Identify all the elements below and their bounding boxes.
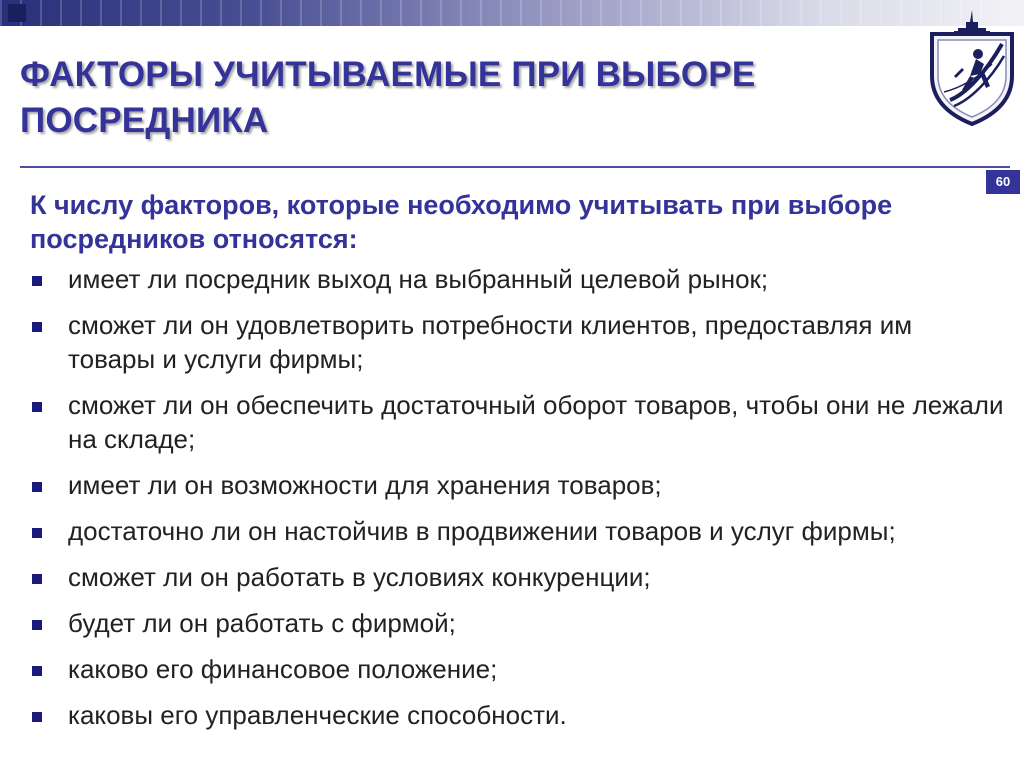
square-bullet-icon (32, 712, 42, 722)
square-bullet-icon (32, 322, 42, 332)
list-item (30, 388, 1005, 456)
square-bullet-icon (32, 402, 42, 412)
page-number-badge: 60 (986, 170, 1020, 194)
square-bullet-icon (32, 528, 42, 538)
title-divider (20, 166, 1010, 168)
square-bullet-icon (32, 482, 42, 492)
list-item-text: сможет ли он работать в условиях конкуренции; (68, 562, 651, 592)
list-item (30, 560, 1005, 594)
slide-title: ФАКТОРЫ УЧИТЫВАЕМЫЕ ПРИ ВЫБОРЕ ПОСРЕДНИКА (20, 55, 756, 140)
intro-text: К числу факторов, которые необходимо учитывать при выборе посредников относятся: (30, 190, 893, 254)
university-shield-logo-icon (926, 4, 1018, 128)
list-item-text: сможет ли он удовлетворить потребности клиентов, предоставляя им товары и услуги фирмы; (68, 310, 913, 374)
header-square-icon (8, 4, 26, 22)
list-item-text: имеет ли он возможности для хранения товаров; (68, 470, 662, 500)
list-item (30, 262, 1005, 296)
factor-list (30, 262, 1005, 744)
header-bar-pattern (0, 0, 1024, 26)
list-item (30, 698, 1005, 732)
list-item-text: имеет ли посредник выход на выбранный целевой рынок; (68, 264, 769, 294)
square-bullet-icon (32, 276, 42, 286)
square-bullet-icon (32, 574, 42, 584)
square-bullet-icon (32, 666, 42, 676)
list-item-text: будет ли он работать с фирмой; (68, 608, 456, 638)
list-item-text: каковы его управленческие способности. (68, 700, 567, 730)
header-gradient-bar (0, 0, 1024, 26)
square-bullet-icon (32, 620, 42, 630)
list-item (30, 468, 1005, 502)
list-item (30, 514, 1005, 548)
list-item-text: достаточно ли он настойчив в продвижении товаров и услуг фирмы; (68, 516, 896, 546)
list-item-text: каково его финансовое положение; (68, 654, 498, 684)
list-item (30, 606, 1005, 640)
list-item (30, 652, 1005, 686)
list-item-text: сможет ли он обеспечить достаточный оборот товаров, чтобы они не лежали на складе; (68, 390, 1004, 454)
list-item (30, 308, 1005, 376)
